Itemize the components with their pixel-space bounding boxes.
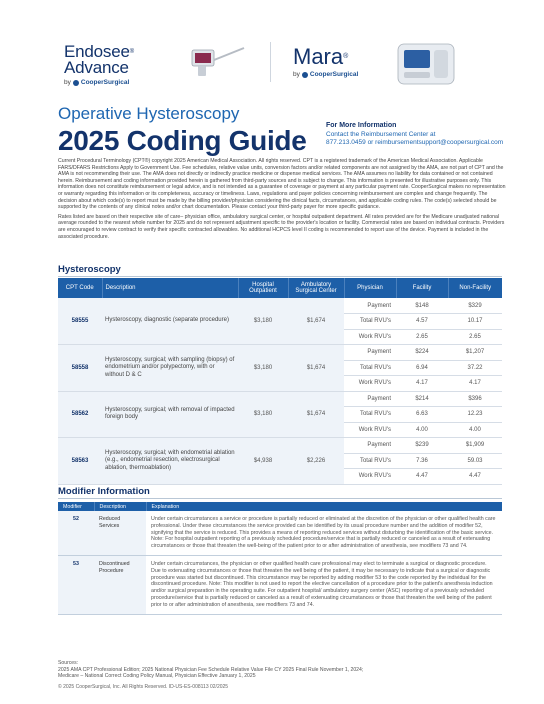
metric-label-cell: Work RVU's <box>344 329 396 345</box>
footer-copyright: © 2025 CooperSurgical, Inc. All Rights Reserved. ID-US-ES-008113 02/2025 <box>58 684 229 690</box>
facility-value-cell: 6.63 <box>396 407 448 423</box>
hospital-outpatient-cell: $4,938 <box>238 438 288 485</box>
facility-value-cell: 4.17 <box>396 376 448 392</box>
endosee-advance-logo <box>64 44 174 86</box>
page-title: 2025 Coding Guide <box>58 125 307 156</box>
title-block <box>58 104 318 158</box>
facility-value-cell: 4.00 <box>396 422 448 438</box>
section-divider <box>58 498 502 499</box>
metric-label-cell: Total RVU's <box>344 407 396 423</box>
modifier-code-cell: 52 <box>58 511 94 555</box>
metric-label-cell: Payment <box>344 298 396 314</box>
col-non-facility: Non-Facility <box>448 278 502 298</box>
sources <box>58 660 498 680</box>
byline-by: by <box>64 79 71 86</box>
metric-label-cell: Work RVU's <box>344 376 396 392</box>
modifier-table-body <box>58 511 502 614</box>
description-cell: Hysteroscopy, surgical; with endometrial ablation (e.g., endometrial resection, electrosurgical ablation, thermoablation) <box>102 438 238 485</box>
facility-value-cell: 4.57 <box>396 314 448 330</box>
non-facility-value-cell: 37.22 <box>448 360 502 376</box>
hysteroscopy-table-body <box>58 298 502 484</box>
cpt-code-cell: 58555 <box>58 298 102 345</box>
endosee-brand-line2: Advance <box>64 58 129 77</box>
hospital-outpatient-cell: $3,180 <box>238 298 288 345</box>
asc-cell: $1,674 <box>288 345 344 392</box>
non-facility-value-cell: 59.03 <box>448 453 502 469</box>
metric-label-cell: Payment <box>344 345 396 361</box>
disclaimer-paragraph-2: Rates listed are based on their respective site of care– physician office, ambulatory surgical center, or hospital outpatient department. All rates provided are for the Medicare unadjusted national average rounded to the nearest whole number for 2025 and do not represent adjustment specific to the provider's location or facility. Commercial rates are based on individual contracts. Providers are encouraged to review contract to verify their specific contracted allowables. No additional HCPCS level II coding is recommended to report use of the device. Payment is included in the associated procedure. <box>58 213 505 240</box>
disclaimer <box>58 158 506 243</box>
col-cpt-code: CPT Code <box>58 278 102 298</box>
registered-mark: ® <box>129 49 134 55</box>
table-header-row <box>58 278 502 298</box>
non-facility-value-cell: 2.65 <box>448 329 502 345</box>
asc-cell: $1,674 <box>288 298 344 345</box>
non-facility-value-cell: $396 <box>448 391 502 407</box>
byline-company: CooperSurgical <box>309 71 359 78</box>
facility-value-cell: 4.47 <box>396 469 448 485</box>
logo-header <box>0 0 544 95</box>
logo-divider <box>270 42 271 82</box>
hysteroscopy-table <box>58 278 502 485</box>
col-modifier: Modifier <box>58 502 94 511</box>
page-subtitle: Operative Hysteroscopy <box>58 104 240 123</box>
facility-value-cell: $148 <box>396 298 448 314</box>
col-mod-description: Description <box>94 502 146 511</box>
facility-value-cell: $239 <box>396 438 448 454</box>
coopersurgical-icon <box>302 72 308 78</box>
mara-brand: Mara <box>293 44 344 69</box>
contact-heading: For More Information <box>326 122 397 129</box>
modifier-explanation-cell: Under certain circumstances, the physician or other qualified health care professional may elect to terminate a surgical or diagnostic procedure. Due to extenuating circumstances or those that threaten the well being of the patient, it may be necessary to indicate that a surgical or diagnostic procedure was started but discontinued. This circumstance may be reported by adding modifier 53 to the code reported by the individual for the discontinued procedure. Note: This modifier is not used to report the elective cancellation of a procedure prior to the patient's anesthesia induction and/or surgical preparation in the operating suite. For outpatient hospital/ ambulatory surgery center (ASC) reporting of a previously scheduled procedure/service that is partially reduced or canceled as a result of extenuating circumstances or those that threaten the well being of the patient prior to or after administration of anesthesia, see modifiers 73 and 74. <box>146 555 502 614</box>
table-row <box>58 298 502 314</box>
registered-mark: ® <box>343 53 349 60</box>
facility-value-cell: $214 <box>396 391 448 407</box>
hysteroscopy-heading: Hysteroscopy <box>58 264 121 275</box>
byline-by: by <box>293 71 300 78</box>
coopersurgical-icon <box>73 80 79 86</box>
table-row <box>58 555 502 614</box>
facility-value-cell: 6.94 <box>396 360 448 376</box>
metric-label-cell: Work RVU's <box>344 469 396 485</box>
modifier-table <box>58 502 502 615</box>
cpt-code-cell: 58562 <box>58 391 102 438</box>
col-facility: Facility <box>396 278 448 298</box>
col-asc: Ambulatory Surgical Center <box>288 278 344 298</box>
table-row <box>58 511 502 555</box>
facility-value-cell: 7.36 <box>396 453 448 469</box>
contact-line2[interactable]: 877.213.0459 or reimbursementsupport@coopersurgical.com <box>326 139 504 146</box>
metric-label-cell: Payment <box>344 438 396 454</box>
non-facility-value-cell: 10.17 <box>448 314 502 330</box>
metric-label-cell: Payment <box>344 391 396 407</box>
cpt-code-cell: 58558 <box>58 345 102 392</box>
hysteroscope-device-icon <box>186 40 246 80</box>
non-facility-value-cell: $1,909 <box>448 438 502 454</box>
contact-info <box>326 122 536 148</box>
modifier-explanation-cell: Under certain circumstances a service or procedure is partially reduced or eliminated at the discretion of the physician or other qualified health care professional. Under these circumstances the service provided can be identified by its usual procedure number and the addition of modifier 52, signifying that the service is reduced. This provides a means of reporting reduced services without disturbing the identification of the basic service. Note: For hospital outpatient reporting of a previously scheduled procedure/service that is partially reduced or canceled as a result of extenuating circumstances or those that threaten the well-being of the patient prior to or after administration of anesthesia, see modifiers 73 and 74. <box>146 511 502 555</box>
table-row <box>58 345 502 361</box>
facility-value-cell: 2.65 <box>396 329 448 345</box>
non-facility-value-cell: 12.23 <box>448 407 502 423</box>
modifier-heading: Modifier Information <box>58 486 150 497</box>
byline-company: CooperSurgical <box>80 79 130 86</box>
mara-logo <box>293 46 383 78</box>
section-divider <box>58 276 502 277</box>
modifier-code-cell: 53 <box>58 555 94 614</box>
asc-cell: $2,226 <box>288 438 344 485</box>
description-cell: Hysteroscopy, diagnostic (separate procedure) <box>102 298 238 345</box>
cpt-code-cell: 58563 <box>58 438 102 485</box>
facility-value-cell: $224 <box>396 345 448 361</box>
hospital-outpatient-cell: $3,180 <box>238 345 288 392</box>
asc-cell: $1,674 <box>288 391 344 438</box>
col-description: Description <box>102 278 238 298</box>
sources-line2: Medicare – National Correct Coding Policy Manual, Physician Effective January 1, 2025 <box>58 673 256 679</box>
non-facility-value-cell: $1,207 <box>448 345 502 361</box>
table-row <box>58 391 502 407</box>
col-hospital-outpatient: Hospital Outpatient <box>238 278 288 298</box>
non-facility-value-cell: $329 <box>448 298 502 314</box>
metric-label-cell: Total RVU's <box>344 360 396 376</box>
metric-label-cell: Work RVU's <box>344 422 396 438</box>
coopersurgical-byline <box>293 71 383 78</box>
coopersurgical-byline <box>64 79 174 86</box>
col-explanation: Explanation <box>146 502 502 511</box>
hospital-outpatient-cell: $3,180 <box>238 391 288 438</box>
endosee-brand-line1: Endosee <box>64 42 130 61</box>
modifier-description-cell: Discontinued Procedure <box>94 555 146 614</box>
sources-label: Sources: <box>58 660 79 666</box>
metric-label-cell: Total RVU's <box>344 314 396 330</box>
contact-line1: Contact the Reimbursement Center at <box>326 130 436 138</box>
metric-label-cell: Total RVU's <box>344 453 396 469</box>
description-cell: Hysteroscopy, surgical; with sampling (biopsy) of endometrium and/or polypectomy, with or without D & C <box>102 345 238 392</box>
sources-line1: 2025 AMA CPT Professional Edition; 2025 National Physician Fee Schedule Relative Value File CY 2025 Final Rule November 1, 2024; <box>58 666 364 673</box>
non-facility-value-cell: 4.00 <box>448 422 502 438</box>
col-physician: Physician <box>344 278 396 298</box>
non-facility-value-cell: 4.47 <box>448 469 502 485</box>
table-header-row <box>58 502 502 511</box>
description-cell: Hysteroscopy, surgical; with removal of impacted foreign body <box>102 391 238 438</box>
non-facility-value-cell: 4.17 <box>448 376 502 392</box>
modifier-description-cell: Reduced Services <box>94 511 146 555</box>
disclaimer-paragraph-1: Current Procedural Terminology (CPT®) copyright 2025 American Medical Association. All rights reserved. CPT is a registered trademark of the American Medical Association. Applicable FARS/DFARS Restrictions Apply to Government Use. Fee schedules, relative value units, conversion factors and/or related components are not assigned by the AMA, are not part of CPT and the AMA is not recommending their use. The AMA does not directly or indirectly practice medicine or dispense medical services. The AMA assumes no liability for data contained or not contained herein. Reimbursement and coding information provided herein is gathered from third-party sources and is subject to change. This information is presented for illustrative purposes only. This information does not constitute reimbursement or legal advice, and is not intended as a guarantee of coverage or payment at any particular payment rate. CooperSurgical makes no representation or warranty regarding this information or its completeness, accuracy or timeliness. Laws, regulations and payer policies concerning reimbursement are complex and change frequently. The decision about which code(s) to report must be made by the billing provider/physician considering the clinical facts, circumstances, and applicable coding rules. The code(s) selected should be supported by the contents of any clinical notes and/or chart documentation. Please contact your third-party payer for more specific guidance. <box>58 158 506 211</box>
mara-console-device-icon <box>392 34 462 89</box>
table-row <box>58 438 502 454</box>
